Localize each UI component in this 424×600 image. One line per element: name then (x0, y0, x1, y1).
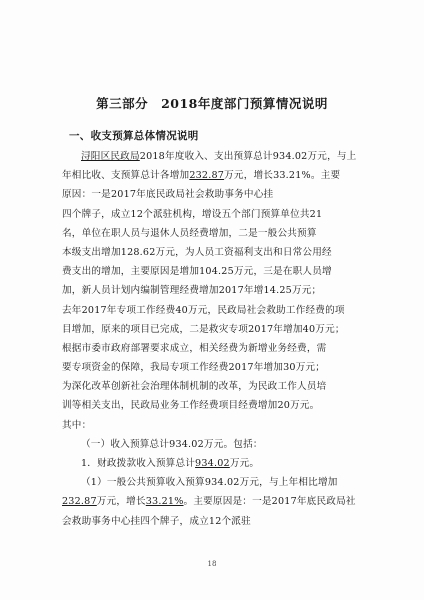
text-line-content: 费支出的增加，主要原因是增加104.25万元，三是在职人员增 (62, 266, 332, 278)
text-line (62, 339, 362, 358)
text-line-content: 根据市委市政府部署要求成立，相关经费为新增业务经费，需 (62, 342, 327, 354)
text-line-content: （一）收入预算总计934.02万元。包括： (81, 438, 263, 450)
text-line (62, 377, 362, 396)
text-line (62, 224, 362, 243)
text-line-content: 名，单位在职人员与退休人员经费增加，二是一般公共预算 (62, 227, 317, 239)
text-line-content: 2018年度收入、支出预算总计934.02万元，与上 (139, 151, 357, 162)
text-underlined: 232.87 (189, 170, 225, 182)
text-line-content: 要专项资金的保障，我局专项工作经费2017年增加30万元； (62, 362, 326, 374)
text-line-content: 本级支出增加128.62万元，为人员工资福利支出和日常公用经 (62, 246, 332, 258)
text-line-content: 万元，增长33.21%。主要 (224, 170, 341, 182)
text-line (62, 416, 362, 435)
text-line (62, 473, 362, 492)
text-underlined: 33.21% (145, 496, 184, 508)
text-line (62, 147, 362, 166)
text-line-content: 训等相关支出，民政局业务工作经费项目经费增加20万元。 (62, 400, 320, 412)
text-line (62, 281, 362, 300)
text-line (62, 396, 362, 415)
text-line (62, 166, 362, 185)
text-line-content: 会救助事务中心挂四个牌子，成立12个派驻 (62, 515, 251, 527)
text-line-content: 。主要原因是：一是2017年底民政局社 (183, 496, 356, 508)
text-line-content: 为深化改革创新社会治理体制机制的改革，为民政工作人员培 (62, 381, 327, 393)
text-line-content: 目增加，原来的项目已完成，二是救灾专项2017年增加40万元； (62, 323, 345, 335)
text-line (62, 185, 362, 204)
text-line-content: （1）一般公共预算收入预算934.02万元，与上年相比增加 (81, 477, 338, 489)
text-line-content: 原因：一是2017年底民政局社会救助事务中心挂 (62, 189, 274, 201)
text-line (62, 262, 362, 281)
text-underlined: 934.02 (195, 458, 230, 469)
text-underlined: 浔阳区民政局 (81, 151, 140, 162)
text-line (62, 243, 362, 262)
text-line-content: 万元，增长 (96, 496, 146, 508)
section-heading: 一、收支预算总体情况说明 (69, 130, 199, 142)
text-line (62, 301, 362, 320)
text-line (62, 435, 362, 454)
text-line-content: 四个牌子，成立12个派驻机构，增设五个部门预算单位共21 (62, 208, 323, 220)
text-line (62, 512, 362, 531)
text-line-content: 其中： (62, 419, 92, 431)
page-number: 18 (207, 560, 217, 568)
text-underlined: 232.87 (62, 496, 97, 508)
text-line-content: 年相比收、支预算总计各增加 (62, 170, 190, 182)
text-line (62, 492, 362, 511)
body-text (62, 147, 362, 531)
text-line-content: 去年2017年专项工作经费40万元，民政局社会救助工作经费的项 (62, 304, 345, 316)
part-title: 第三部分 2018年度部门预算情况说明 (96, 96, 328, 111)
text-line-content: 万元。 (229, 458, 260, 469)
text-line (62, 320, 362, 339)
text-line (62, 205, 362, 224)
text-line (62, 358, 362, 377)
text-line-content: 1．财政拨款收入预算总计 (81, 458, 196, 469)
text-line-content: 加，新人员计划内编制管理经费增加2017年增14.25万元； (62, 285, 322, 297)
text-line (62, 454, 362, 473)
